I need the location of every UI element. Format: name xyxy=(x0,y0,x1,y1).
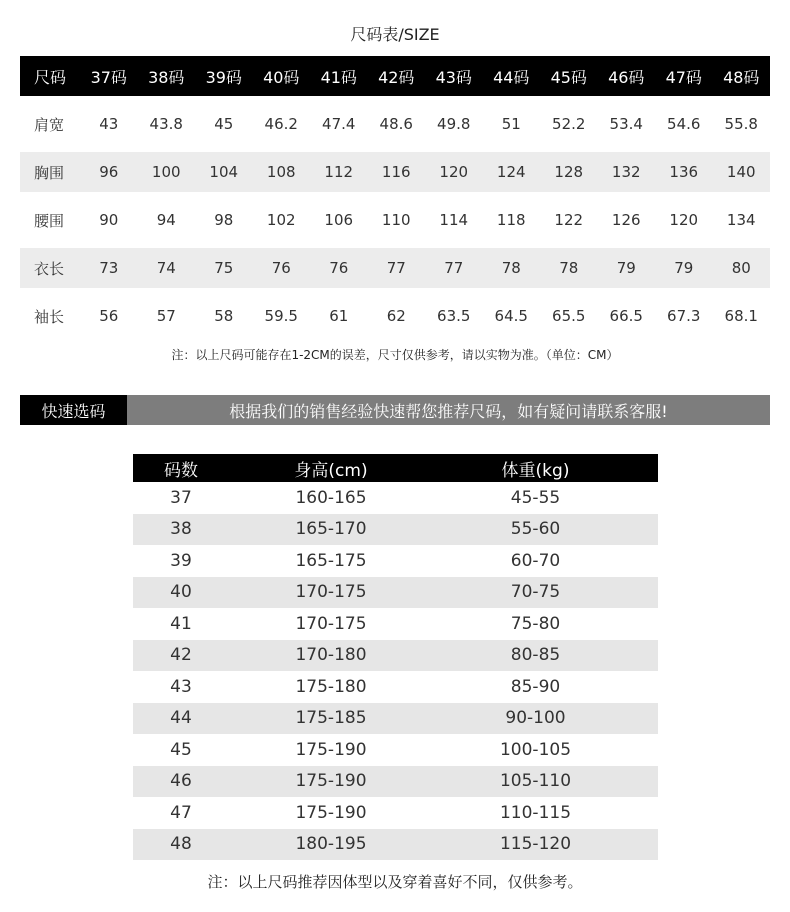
recommend-cell: 48 xyxy=(170,834,192,855)
size-cell: 78 xyxy=(559,259,579,277)
recommend-cell: 45 xyxy=(170,739,192,760)
size-cell: 74 xyxy=(156,259,176,277)
size-cell: 59.5 xyxy=(264,307,298,325)
recommend-table-header xyxy=(133,454,658,482)
size-header-cell: 39码 xyxy=(205,67,242,87)
recommend-cell: 170-175 xyxy=(295,613,367,634)
recommend-cell: 40 xyxy=(170,582,192,603)
size-header-cell: 44码 xyxy=(493,67,530,87)
size-header-cell: 42码 xyxy=(378,67,415,87)
size-cell: 55.8 xyxy=(724,115,758,133)
size-cell: 136 xyxy=(669,163,699,181)
size-cell: 102 xyxy=(266,211,296,229)
size-cell: 68.1 xyxy=(724,307,758,325)
recommend-header-cell: 体重(kg) xyxy=(501,460,570,481)
size-table-header xyxy=(20,56,770,96)
recommend-table-row xyxy=(133,734,658,766)
size-cell: 116 xyxy=(381,163,411,181)
size-header-cell: 47码 xyxy=(665,67,702,87)
size-header-cell: 37码 xyxy=(90,67,127,87)
recommend-table-row xyxy=(133,608,658,640)
size-header-cell: 45码 xyxy=(550,67,587,87)
recommend-table-row xyxy=(133,545,658,577)
size-cell: 79 xyxy=(616,259,636,277)
size-cell: 110 xyxy=(381,211,411,229)
recommend-table-row xyxy=(133,829,658,861)
size-cell: 51 xyxy=(501,115,521,133)
size-cell: 90 xyxy=(99,211,119,229)
size-cell: 75 xyxy=(214,259,234,277)
size-cell: 66.5 xyxy=(609,307,643,325)
size-cell: 118 xyxy=(496,211,526,229)
size-cell: 122 xyxy=(554,211,584,229)
size-table-row xyxy=(20,104,770,144)
recommend-cell: 45-55 xyxy=(510,487,561,508)
recommend-cell: 75-80 xyxy=(510,613,561,634)
size-cell: 124 xyxy=(496,163,526,181)
size-row-label: 袖长 xyxy=(34,307,65,326)
quick-select-banner xyxy=(20,395,770,425)
size-cell: 128 xyxy=(554,163,584,181)
recommend-table-row xyxy=(133,514,658,546)
recommend-cell: 41 xyxy=(170,613,192,634)
recommend-cell: 44 xyxy=(170,708,192,729)
size-cell: 64.5 xyxy=(494,307,528,325)
size-cell: 56 xyxy=(99,307,119,325)
size-cell: 76 xyxy=(329,259,349,277)
recommend-cell: 170-175 xyxy=(295,582,367,603)
size-table-row xyxy=(20,200,770,240)
size-table-row xyxy=(20,296,770,336)
recommend-cell: 38 xyxy=(170,519,192,540)
size-cell: 46.2 xyxy=(264,115,298,133)
quick-select-message: 根据我们的销售经验快速帮您推荐尺码，如有疑问请联系客服! xyxy=(127,395,770,425)
recommend-note: 注：以上尺码推荐因体型以及穿着喜好不同，仅供参考。 xyxy=(207,873,583,891)
size-header-cell: 40码 xyxy=(263,67,300,87)
size-table-body xyxy=(20,104,770,336)
recommend-table-row xyxy=(133,671,658,703)
recommend-table-row xyxy=(133,766,658,798)
size-cell: 126 xyxy=(611,211,641,229)
recommend-cell: 165-175 xyxy=(295,550,367,571)
recommend-cell: 85-90 xyxy=(510,676,561,697)
size-cell: 132 xyxy=(611,163,641,181)
size-table xyxy=(20,56,770,336)
size-cell: 45 xyxy=(214,115,234,133)
size-row-label: 胸围 xyxy=(34,163,65,182)
size-table-row xyxy=(20,248,770,288)
recommend-cell: 43 xyxy=(170,676,192,697)
size-cell: 120 xyxy=(669,211,699,229)
size-cell: 98 xyxy=(214,211,234,229)
recommend-cell: 70-75 xyxy=(510,582,561,603)
quick-select-tag: 快速选码 xyxy=(20,395,127,425)
size-cell: 96 xyxy=(99,163,119,181)
size-note: 注：以上尺码可能存在1-2CM的误差，尺寸仅供参考，请以实物为准。（单位：CM） xyxy=(171,348,619,362)
size-row-label: 腰围 xyxy=(34,211,65,230)
size-table-row xyxy=(20,152,770,192)
recommend-table-row xyxy=(133,577,658,609)
size-cell: 58 xyxy=(214,307,234,325)
recommend-table-row xyxy=(133,640,658,672)
recommend-table xyxy=(133,454,658,860)
recommend-cell: 46 xyxy=(170,771,192,792)
size-cell: 65.5 xyxy=(552,307,586,325)
recommend-cell: 165-170 xyxy=(295,519,367,540)
size-cell: 104 xyxy=(209,163,239,181)
size-cell: 79 xyxy=(674,259,694,277)
recommend-cell: 37 xyxy=(170,487,192,508)
recommend-cell: 175-190 xyxy=(295,739,367,760)
size-cell: 73 xyxy=(99,259,119,277)
size-row-label: 衣长 xyxy=(34,259,65,278)
recommend-table-body xyxy=(133,482,658,860)
size-cell: 108 xyxy=(266,163,296,181)
recommend-cell: 175-190 xyxy=(295,802,367,823)
size-cell: 78 xyxy=(501,259,521,277)
recommend-cell: 115-120 xyxy=(499,834,572,855)
recommend-cell: 42 xyxy=(170,645,192,666)
size-cell: 140 xyxy=(726,163,756,181)
size-cell: 77 xyxy=(444,259,464,277)
size-cell: 47.4 xyxy=(322,115,356,133)
recommend-table-row xyxy=(133,703,658,735)
recommend-cell: 39 xyxy=(170,550,192,571)
size-header-cell: 43码 xyxy=(435,67,472,87)
size-cell: 77 xyxy=(386,259,406,277)
recommend-cell: 100-105 xyxy=(499,739,572,760)
recommend-cell: 90-100 xyxy=(505,708,566,729)
size-cell: 62 xyxy=(386,307,406,325)
size-row-label: 肩宽 xyxy=(34,115,65,134)
recommend-cell: 60-70 xyxy=(510,550,561,571)
size-cell: 54.6 xyxy=(667,115,701,133)
recommend-cell: 175-180 xyxy=(295,676,367,697)
size-header-cell: 38码 xyxy=(148,67,185,87)
size-cell: 48.6 xyxy=(379,115,413,133)
size-cell: 120 xyxy=(439,163,469,181)
recommend-header-cell: 码数 xyxy=(164,460,198,481)
size-cell: 43 xyxy=(99,115,119,133)
size-header-cell: 尺码 xyxy=(34,67,67,87)
recommend-cell: 47 xyxy=(170,802,192,823)
size-header-cell: 41码 xyxy=(320,67,357,87)
recommend-cell: 160-165 xyxy=(295,487,367,508)
size-cell: 57 xyxy=(156,307,176,325)
recommend-cell: 180-195 xyxy=(295,834,367,855)
size-cell: 43.8 xyxy=(149,115,183,133)
size-cell: 112 xyxy=(324,163,354,181)
size-cell: 61 xyxy=(329,307,349,325)
size-cell: 67.3 xyxy=(667,307,701,325)
size-cell: 49.8 xyxy=(437,115,471,133)
size-cell: 100 xyxy=(151,163,181,181)
size-cell: 106 xyxy=(324,211,354,229)
recommend-cell: 175-190 xyxy=(295,771,367,792)
recommend-cell: 80-85 xyxy=(510,645,561,666)
recommend-cell: 55-60 xyxy=(510,519,561,540)
recommend-cell: 110-115 xyxy=(499,802,572,823)
size-header-cell: 46码 xyxy=(608,67,645,87)
size-cell: 52.2 xyxy=(552,115,586,133)
recommend-header-cell: 身高(cm) xyxy=(294,460,368,481)
size-cell: 134 xyxy=(726,211,756,229)
recommend-cell: 105-110 xyxy=(499,771,572,792)
recommend-table-row xyxy=(133,482,658,514)
size-cell: 80 xyxy=(731,259,751,277)
size-cell: 76 xyxy=(271,259,291,277)
size-cell: 63.5 xyxy=(437,307,471,325)
recommend-cell: 175-185 xyxy=(295,708,367,729)
size-cell: 94 xyxy=(156,211,176,229)
page-title: 尺码表/SIZE xyxy=(350,25,440,44)
recommend-cell: 170-180 xyxy=(295,645,367,666)
recommend-table-row xyxy=(133,797,658,829)
size-cell: 53.4 xyxy=(609,115,643,133)
size-cell: 114 xyxy=(439,211,469,229)
size-header-cell: 48码 xyxy=(723,67,760,87)
